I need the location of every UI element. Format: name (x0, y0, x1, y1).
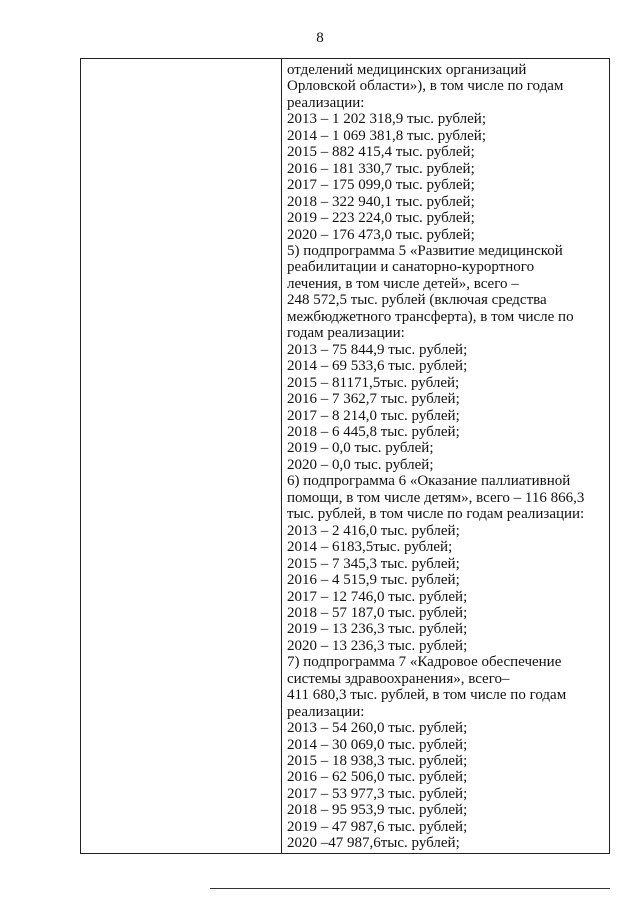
text-line: 7) подпрограмма 7 «Кадровое обеспечение (287, 654, 562, 671)
text-line: 2020 – 176 473,0 тыс. рублей; (287, 226, 475, 243)
text-line: 2013 – 2 416,0 тыс. рублей; (287, 522, 460, 539)
text-line: 2015 – 81171,5тыс. рублей; (287, 374, 460, 391)
text-line: 2017 – 8 214,0 тыс. рублей; (287, 407, 460, 424)
table-left-column (81, 59, 282, 853)
text-line: системы здравоохранения», всего– (287, 670, 510, 687)
text-line: 2020 – 13 236,3 тыс. рублей; (287, 637, 468, 654)
text-line: 2020 –47 987,6тыс. рублей; (287, 835, 460, 852)
text-line: 2014 – 69 533,6 тыс. рублей; (287, 358, 468, 375)
text-line: 2016 – 4 515,9 тыс. рублей; (287, 572, 460, 589)
text-line: 2013 – 54 260,0 тыс. рублей; (287, 720, 468, 737)
page-number: 8 (316, 30, 324, 46)
text-line: 2017 – 53 977,3 тыс. рублей; (287, 785, 468, 802)
text-line: 248 572,5 тыс. рублей (включая средства (287, 292, 547, 309)
text-line: 2017 – 175 099,0 тыс. рублей; (287, 177, 475, 194)
text-line: 2020 – 0,0 тыс. рублей; (287, 456, 434, 473)
text-line: 2018 – 322 940,1 тыс. рублей; (287, 193, 475, 210)
text-line: 2016 – 181 330,7 тыс. рублей; (287, 160, 475, 177)
text-line: 2016 – 7 362,7 тыс. рублей; (287, 391, 460, 408)
text-line: 2015 – 18 938,3 тыс. рублей; (287, 753, 468, 770)
text-line: 2013 – 1 202 318,9 тыс. рублей; (287, 111, 486, 128)
text-line: тыс. рублей, в том числе по годам реализации: (287, 506, 585, 523)
text-line: 2014 – 1 069 381,8 тыс. рублей; (287, 127, 486, 144)
text-line: 2018 – 95 953,9 тыс. рублей; (287, 802, 468, 819)
table-right-column (282, 59, 609, 853)
text-line: 411 680,3 тыс. рублей, в том числе по годам (287, 687, 567, 704)
text-line: отделений медицинских организаций (287, 62, 527, 78)
text-line: 6) подпрограмма 6 «Оказание паллиативной (287, 473, 571, 490)
text-line: 2019 – 0,0 тыс. рублей; (287, 440, 434, 457)
document-table (80, 58, 610, 854)
text-line: помощи, в том числе детям», всего – 116 866,3 (287, 489, 585, 506)
text-line: 2015 – 7 345,3 тыс. рублей; (287, 555, 460, 572)
text-line: 2016 – 62 506,0 тыс. рублей; (287, 769, 468, 786)
text-line: межбюджетного трансферта), в том числе по (287, 308, 574, 325)
text-line: лечения, в том числе детей», всего – (287, 275, 519, 292)
text-line: 2017 – 12 746,0 тыс. рублей; (287, 588, 468, 605)
text-line: реализации: (287, 703, 365, 720)
text-line: 2019 – 223 224,0 тыс. рублей; (287, 210, 475, 227)
text-line: 2013 – 75 844,9 тыс. рублей; (287, 341, 468, 358)
text-line: Орловской области»), в том числе по годам (287, 78, 564, 95)
text-line: годам реализации: (287, 325, 405, 342)
bottom-rule (210, 888, 610, 889)
text-line: реализации: (287, 94, 365, 111)
text-line: 2018 – 57 187,0 тыс. рублей; (287, 604, 468, 621)
text-line: 2018 – 6 445,8 тыс. рублей; (287, 423, 460, 440)
text-line: 5) подпрограмма 5 «Развитие медицинской (287, 242, 563, 259)
text-line: 2015 – 882 415,4 тыс. рублей; (287, 144, 475, 161)
text-line: 2014 – 30 069,0 тыс. рублей; (287, 736, 468, 753)
text-line: 2019 – 13 236,3 тыс. рублей; (287, 621, 468, 638)
text-line: реабилитации и санаторно-курортного (287, 259, 535, 276)
text-line: 2019 – 47 987,6 тыс. рублей; (287, 818, 468, 835)
text-line: 2014 – 6183,5тыс. рублей; (287, 539, 453, 556)
